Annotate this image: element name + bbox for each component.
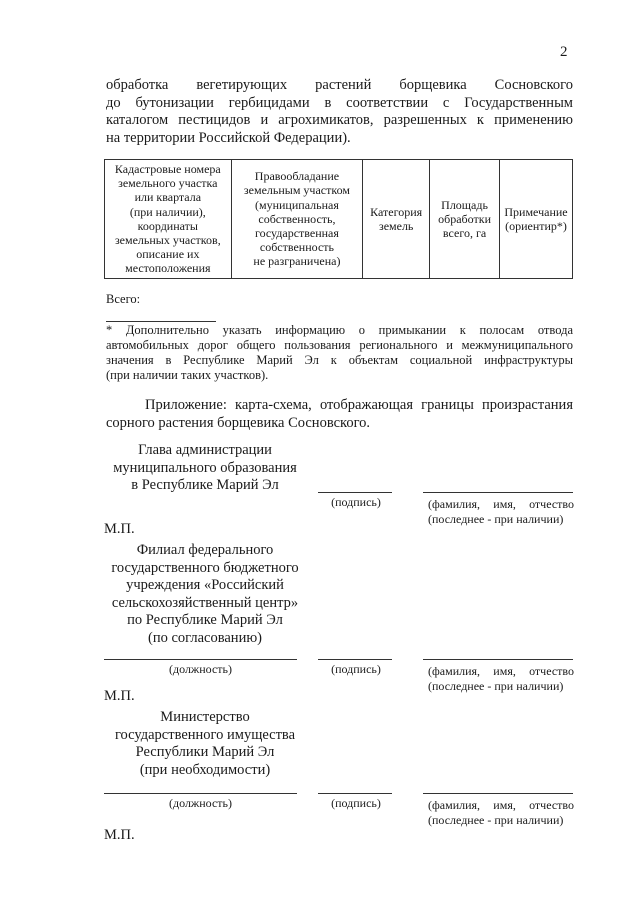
footnote-line: * Дополнительно указать информацию о примыкании к полосам отвода [106,323,573,337]
intro-paragraph [106,77,573,147]
table-header-row [105,160,573,279]
fio-caption: (фамилия, имя, отчество (последнее - при наличии) [428,798,574,827]
appendix-line: Приложение: карта-схема, отображающая границы произрастания [145,397,573,413]
header-cadastral-numbers: Кадастровые номера земельного участка или квартала (при наличии), координаты земельных участков, описание их местоположения [105,160,232,279]
position-line [104,793,297,794]
footnote-line: значения в Республике Марий Эл к объектам социальной инфраструктуры [106,353,573,367]
intro-line: на территории Российской Федерации). [106,129,351,146]
position-caption: (должность) [169,796,232,810]
intro-line: до бутонизации гербицидами в соответствии с Государственным [106,94,573,111]
land-plots-table [104,159,573,279]
signature-line [318,659,392,660]
fio-line [423,659,573,660]
signature-line [318,793,392,794]
position-line [104,659,297,660]
stamp-label: М.П. [104,827,135,843]
fio-line [423,492,573,493]
header-treatment-area: Площадь обработки всего, га [430,160,500,279]
header-ownership: Правообладание земельным участком (муниципальная собственность, государственная собственность не разграничена) [231,160,363,279]
signature-caption: (подпись) [331,796,381,810]
signatory-head-of-administration: Глава администрации муниципального образования в Республике Марий Эл [113,442,297,493]
fio-caption: (фамилия, имя, отчество (последнее - при наличии) [428,664,574,693]
total-label: Всего: [106,292,141,306]
footnote-rule [106,321,216,322]
page-number: 2 [560,44,568,60]
intro-line: обработка вегетирующих растений борщевика Сосновского [106,77,573,93]
fio-caption: (фамилия, имя, отчество (последнее - при наличии) [428,497,574,526]
stamp-label: М.П. [104,688,135,704]
signature-caption: (подпись) [331,662,381,676]
signatory-ministry-of-property: Министерство государственного имущества Республики Марий Эл (при необходимости) [114,709,296,778]
header-note: Примечание (ориентир*) [500,160,573,279]
signature-caption: (подпись) [331,495,381,509]
signatory-agricultural-center: Филиал федерального государственного бюджетного учреждения «Российский сельскохозяйственный центр» по Республике Марий Эл (по согласованию) [111,542,299,646]
fio-line [423,793,573,794]
appendix-line: сорного растения борщевика Сосновского. [106,414,371,431]
position-caption: (должность) [169,662,232,676]
footnote [106,323,573,383]
intro-line: каталогом пестицидов и агрохимикатов, разрешенных к применению [106,112,573,128]
appendix-note [106,397,573,432]
header-land-category: Категория земель [363,160,430,279]
signature-line [318,492,392,493]
footnote-line: (при наличии таких участков). [106,368,269,382]
footnote-line: автомобильных дорог общего пользования регионального и межмуниципального [106,338,573,352]
stamp-label: М.П. [104,521,135,537]
